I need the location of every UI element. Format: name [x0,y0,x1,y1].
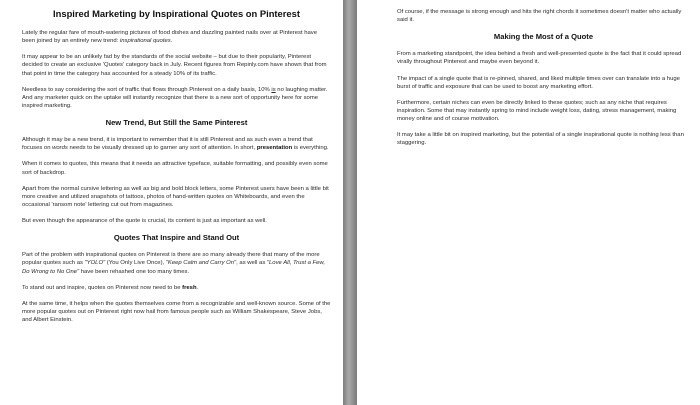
paragraph-content: But even though the appearance of the quote is crucial, its content is just as important as well. [22,218,267,225]
heading-making-most: Making the Most of a Quote [493,32,594,42]
paragraph-sources: At the same time, it helps when the quotes themselves come from a recognizable and well-known source. Some of the more popular quotes out on Pinterest right now hail from famous people such as William Shakespeare, Steve Jobs, and Albert Einstein. [22,300,331,324]
paragraph-traffic: Needless to say considering the sort of traffic that flows through Pinterest on a daily basis, 10% is no laughing matter. And any marketer quick on the uptake will instantly recognize that there is a new sort of opportunity here for some inspired marketing. [22,86,328,109]
paragraph-message: Of course, if the message is strong enough and hits the right chords it sometimes doesn't matter who actually said it. [397,9,682,24]
paragraph-niches: Furthermore, certain niches can even be directly linked to these quotes; such as any niche that requires inspiration. Some that may instantly spring to mind include weight loss, dating, stress management, making money online and of course motivation. [397,99,677,123]
document-page-left [0,0,343,405]
paragraph-intro: Lately the regular fare of mouth-watering pictures of food dishes and dazzling painted nails over at Pinterest have been joined by an entirely new trend: inspirational quotes. [22,30,318,45]
paragraph-potential: It may take a little bit on inspired marketing, but the potential of a single inspirational quote is nothing less than staggering. [397,132,684,147]
paragraph-typeface: When it comes to quotes, this means that it needs an attractive typeface, suitable formatting, and possibly even some sort of backdrop. [22,161,328,176]
document-title: Inspired Marketing by Inspirational Quotes on Pinterest [53,8,300,19]
paragraph-viral: From a marketing standpoint, the idea behind a fresh and well-presented quote is the fact that it could spread virally throughout Pinterest and maybe even beyond it. [397,51,682,66]
heading-new-trend: New Trend, But Still the Same Pinterest [105,118,248,128]
paragraph-fresh: To stand out and inspire, quotes on Pinterest now need to be fresh. [22,284,199,291]
paragraph-popular-quotes: Part of the problem with inspirational quotes on Pinterest is there are so many already there that many of the more popular quotes such as "YOLO" (You Only Live Once), "Keep Calm and Carry On", as well as "Love All, Trust a Few, Do Wrong to No One" have been rehashed one too many times. [22,252,325,275]
paragraph-quotes-category: It may appear to be an unlikely fad by the standards of the social website – but due to their popularity, Pinterest decided to create an exclusive 'Quotes' category back in July. Recent figures from Repinly.com have shown that from that point in time the category has accounted for a steady 10% of its traffic. [22,54,327,77]
heading-quotes-inspire: Quotes That Inspire and Stand Out [113,233,240,243]
paragraph-presentation: Although it may be a new trend, it is important to remember that it is still Pinterest and as such even a trend that focuses on words needs to be visually dressed up to garner any sort of attention. In short, presentation is everything. [22,137,329,152]
paragraph-impact: The impact of a single quote that is re-pinned, shared, and liked multiple times over can translate into a huge burst of traffic and exposure that can be used to boost any marketing effort. [397,75,680,90]
page-divider [343,0,357,405]
document-page-right [357,0,700,405]
paragraph-lettering: Apart from the normal cursive lettering as well as big and bold block letters, some Pinterest users have been a little bit more creative and utilized snapshots of tattoos, photos of hand-written quotes on Whiteboards, and even the occasional 'ransom note' lettering cut out from magazines. [22,185,329,208]
